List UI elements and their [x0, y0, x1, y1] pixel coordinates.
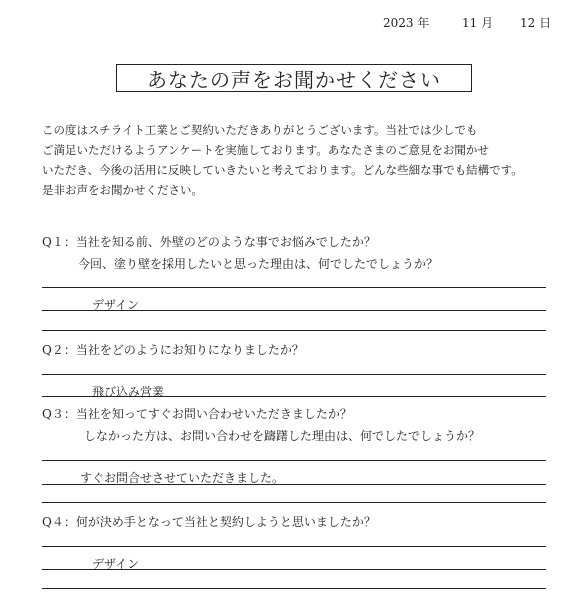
page-title: あなたの声をお聞かせください	[147, 67, 441, 92]
answer-line	[42, 460, 546, 461]
question-1-label: Q１：当社を知る前、外壁のどのような事でお悩みでしたか？	[42, 235, 376, 249]
answer-line	[42, 310, 546, 311]
answer-line	[42, 484, 546, 485]
intro-paragraph	[42, 120, 562, 200]
question-3-answer: すぐお問合せさせていただきました。	[80, 471, 285, 485]
intro-line: いただき、今後の活用に反映していきたいと考えております。どんな些細な事でも結構です。	[42, 163, 523, 177]
answer-line	[42, 546, 546, 547]
question-3-label: Q３：当社を知ってすぐお問い合わせいただきましたか？	[42, 407, 352, 421]
question-2-answer: 飛び込み営業	[92, 385, 165, 399]
intro-line: この度はスチライト工業とご契約いただきありがとうございます。当社では少しでも	[42, 123, 478, 137]
title-box	[116, 64, 472, 92]
answer-line	[42, 588, 546, 589]
question-3-subtext: しなかった方は、お問い合わせを躊躇した理由は、何でしたでしょうか？	[84, 429, 481, 443]
answer-line	[42, 502, 546, 503]
intro-line: 是非お声をお聞かせください。	[42, 183, 203, 197]
question-2-label: Q２：当社をどのようにお知りになりましたか？	[42, 343, 304, 357]
answer-line	[42, 396, 546, 397]
intro-line: ご満足いただけるようアンケートを実施しております。あなたさまのご意見をお聞かせ	[42, 143, 489, 157]
date-day: 12 日	[520, 16, 552, 30]
answer-line	[42, 569, 546, 570]
question-4-answer: デザイン	[92, 557, 140, 571]
question-1-subtext: 今回、塗り壁を採用したいと思った理由は、何でしたでしょうか？	[78, 257, 439, 271]
date-year: 2023 年	[383, 16, 430, 30]
question-4-label: Q４：何が決め手となって当社と契約しようと思いましたか？	[42, 515, 376, 529]
answer-line	[42, 287, 546, 288]
answer-line	[42, 374, 546, 375]
question-1-answer: デザイン	[92, 298, 140, 312]
date-month: 11 月	[462, 16, 494, 30]
answer-line	[42, 330, 546, 331]
